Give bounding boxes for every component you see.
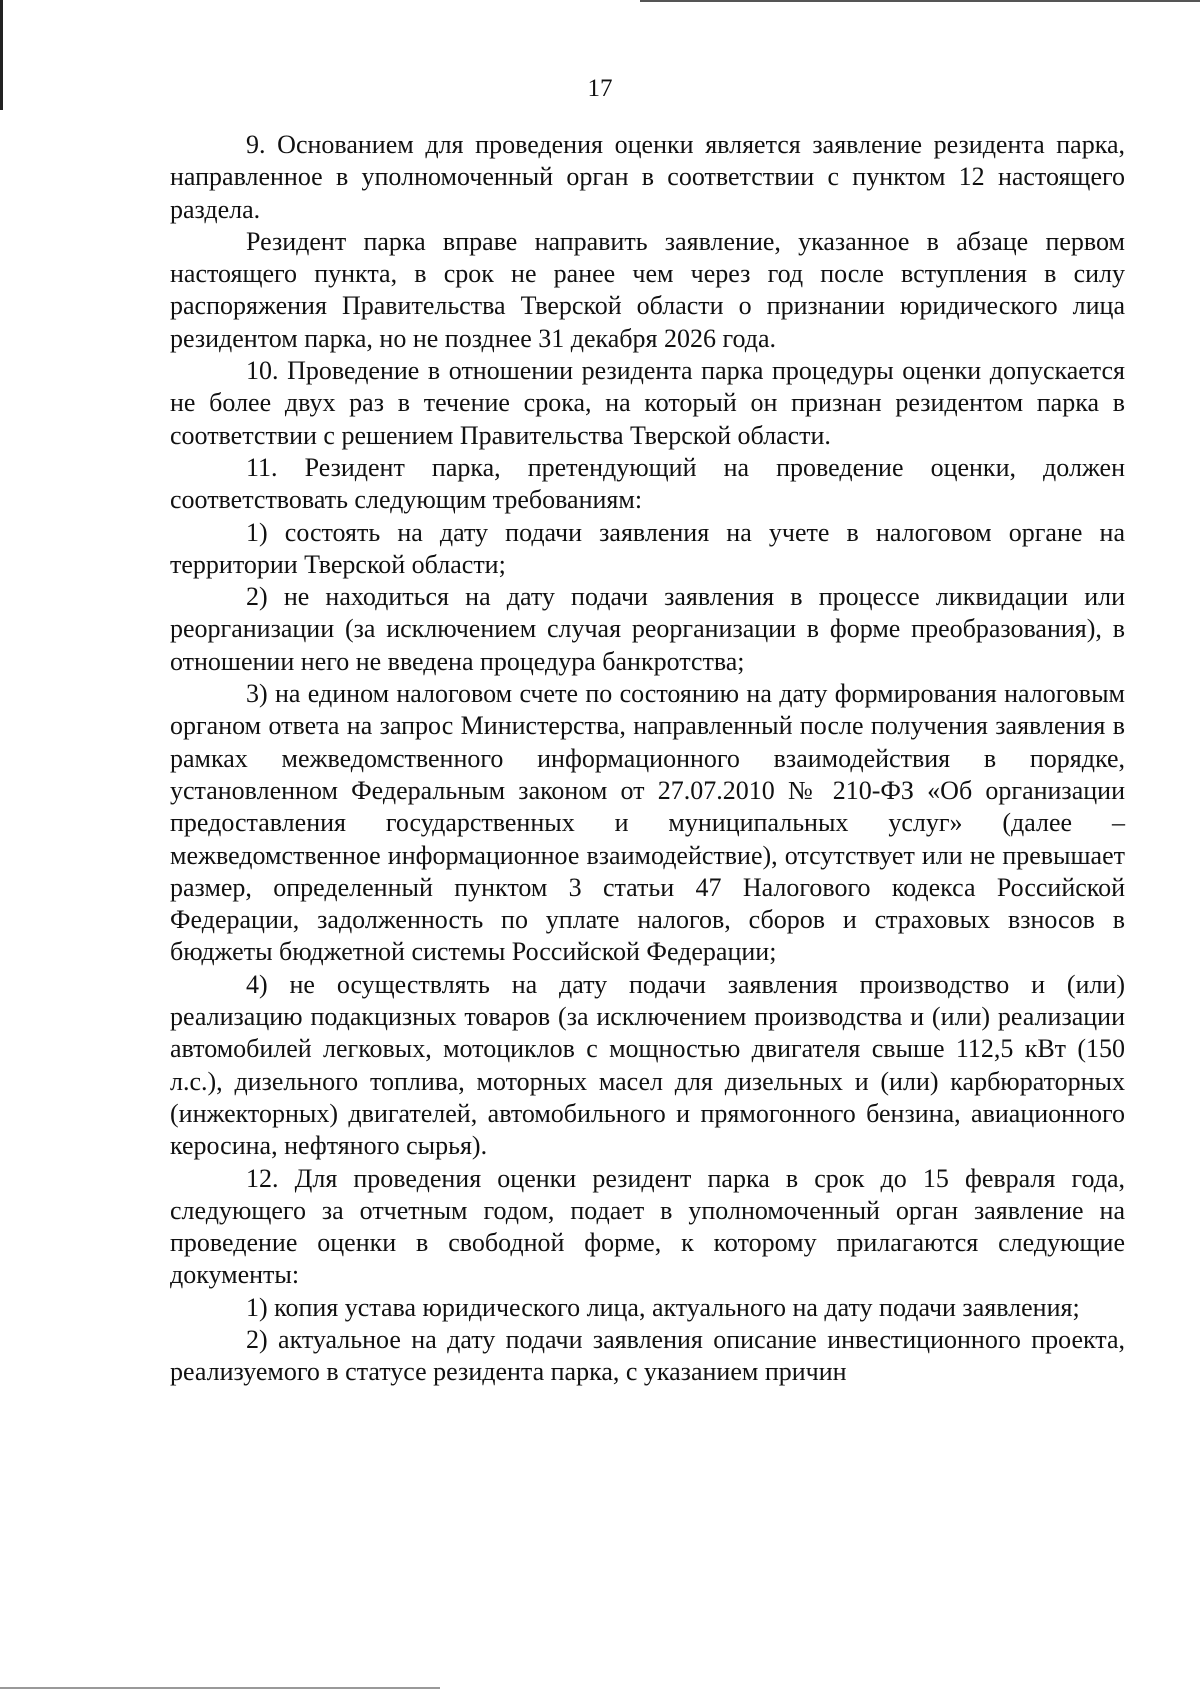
- paragraph-9-second: Резидент парка вправе направить заявление, указанное в абзаце первом настоящего пункта, в срок не ранее чем через год после вступления в силу распоряжения Правительства Тверской области о признании юридического лица резидентом парка, но не позднее 31 декабря 2026 года.: [170, 226, 1125, 353]
- document-body: [170, 129, 1125, 1389]
- scan-edge-bottom: [0, 1687, 440, 1689]
- paragraph-9: 9. Основанием для проведения оценки является заявление резидента парка, направленное в уполномоченный орган в соответствии с пунктом 12 настоящего раздела.: [170, 130, 1125, 224]
- paragraph-11-item-4: 4) не осуществлять на дату подачи заявления производство и (или) реализацию подакцизных товаров (за исключением производства и (или) реализации автомобилей легковых, мотоциклов с мощностью двигателя свыше 112,5 кВт (150 л.с.), дизельного топлива, моторных масел для дизельных и (или) карбюраторных (инжекторных) двигателей, автомобильного и прямогонного бензина, авиационного керосина, нефтяного сырья).: [170, 969, 1125, 1161]
- paragraph-12-item-2: 2) актуальное на дату подачи заявления описание инвестиционного проекта, реализуемого в статусе резидента парка, с указанием причин: [170, 1324, 1125, 1387]
- paragraph-11-item-3: 3) на едином налоговом счете по состоянию на дату формирования налоговым органом ответа на запрос Министерства, направленный после получения заявления в рамках межведомственного информационного взаимодействия в порядке, установленном Федеральным законом от 27.07.2010 № 210-ФЗ «Об организации предоставления государственных и муниципальных услуг» (далее – межведомственное информационное взаимодействие), отсутствует или не превышает размер, определенный пунктом 3 статьи 47 Налогового кодекса Российской Федерации, задолженность по уплате налогов, сборов и страховых взносов в бюджеты бюджетной системы Российской Федерации;: [170, 679, 1125, 967]
- paragraph-11-item-1: 1) состоять на дату подачи заявления на учете в налоговом органе на территории Тверской области;: [170, 517, 1125, 579]
- paragraph-12: 12. Для проведения оценки резидент парка в срок до 15 февраля года, следующего за отчетным годом, подает в уполномоченный орган заявление на проведение оценки в свободной форме, к которому прилагаются следующие документы:: [170, 1163, 1125, 1290]
- paragraph-11: 11. Резидент парка, претендующий на проведение оценки, должен соответствовать следующим требованиям:: [170, 452, 1125, 515]
- scan-edge-top: [640, 0, 1200, 2]
- paragraph-10: 10. Проведение в отношении резидента парка процедуры оценки допускается не более двух раз в течение срока, на который он признан резидентом парка в соответствии с решением Правительства Тверской области.: [170, 356, 1125, 450]
- paragraph-11-item-2: 2) не находиться на дату подачи заявления в процессе ликвидации или реорганизации (за исключением случая реорганизации в форме преобразования), в отношении него не введена процедура банкротства;: [170, 582, 1125, 676]
- page-number: 17: [587, 75, 613, 102]
- paragraph-12-item-1: 1) копия устава юридического лица, актуального на дату подачи заявления;: [246, 1292, 1080, 1322]
